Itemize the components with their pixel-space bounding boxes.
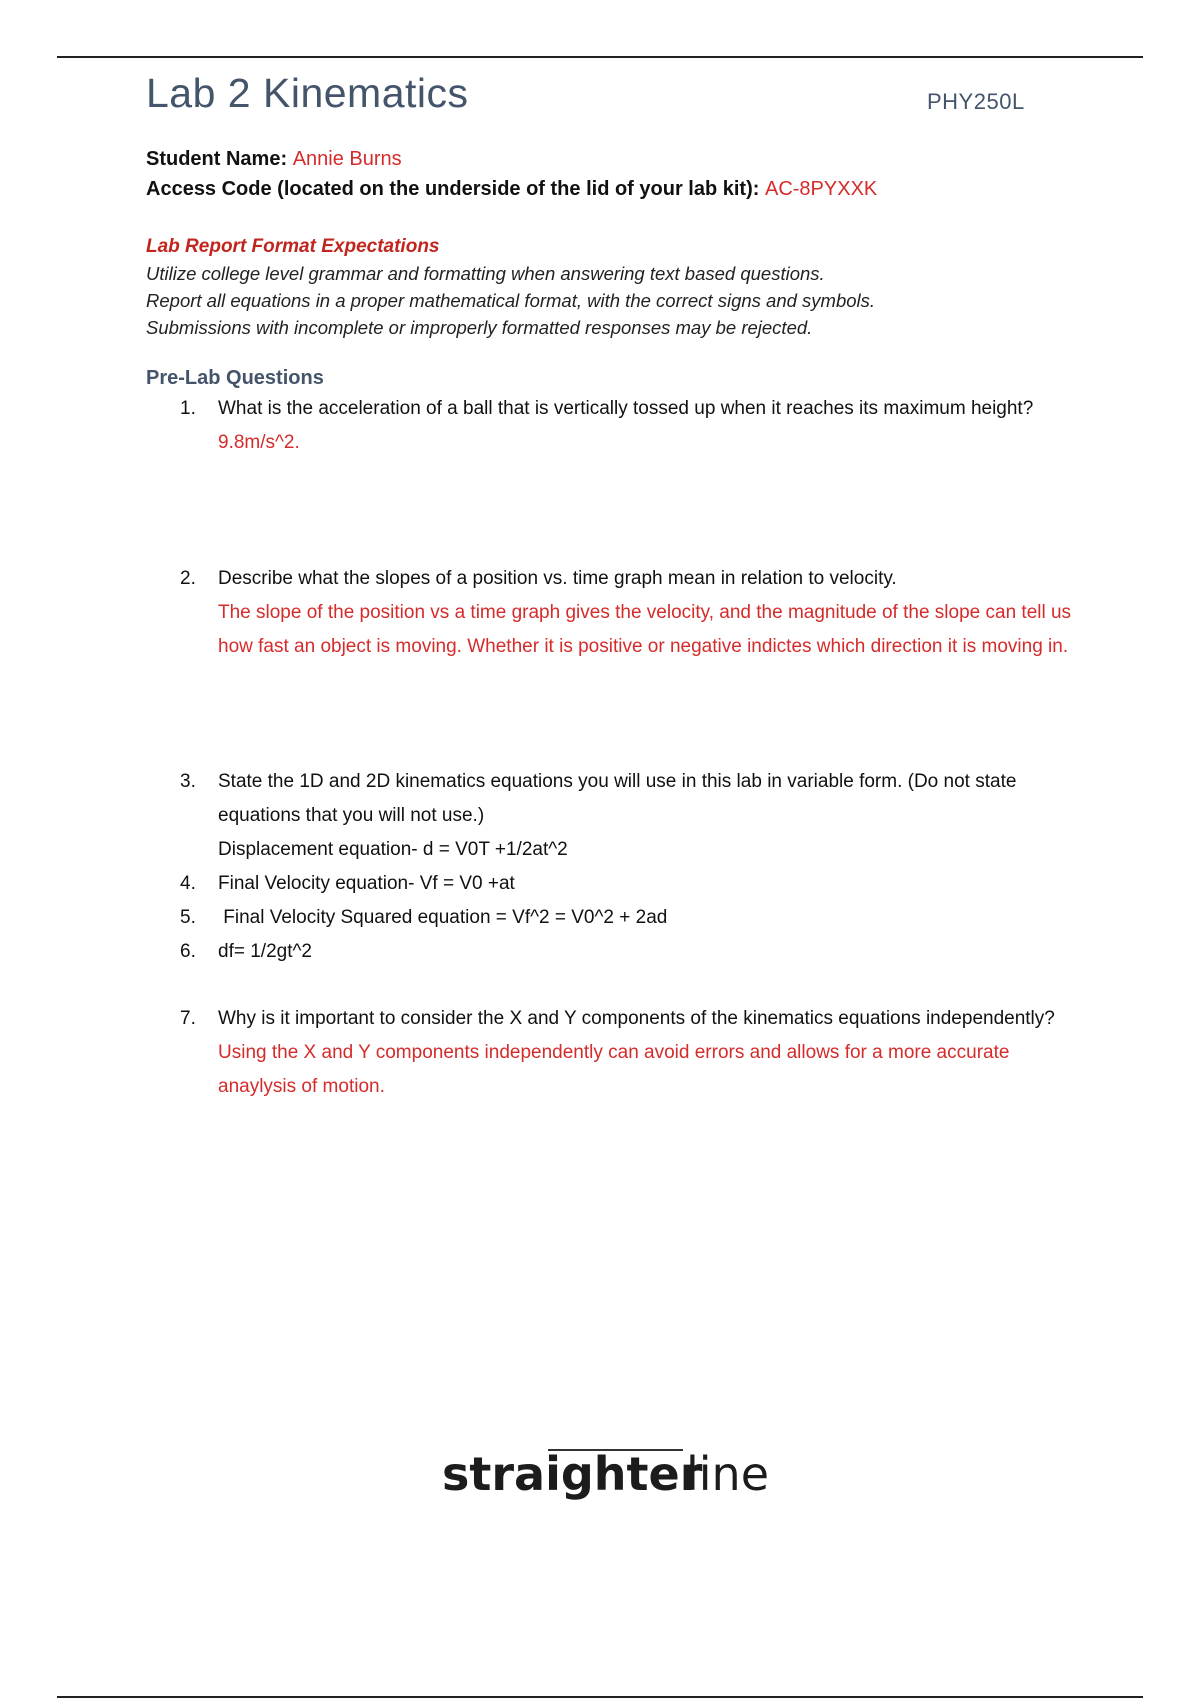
question-number: 2. (180, 568, 196, 589)
question-number: 6. (180, 941, 196, 962)
question-text: State the 1D and 2D kinematics equations you will use in this lab in variable form. (Do not state equations that you will not use.) (218, 771, 1017, 826)
question-text: df= 1/2gt^2 (218, 941, 312, 962)
answer-text: 9.8m/s^2. (218, 432, 300, 453)
top-rule (57, 56, 1143, 58)
access-code-label: Access Code (located on the underside of the lid of your lab kit): (146, 178, 760, 200)
access-code-value: AC-8PYXXK (764, 178, 878, 200)
question-item (180, 901, 1080, 935)
question-text: Describe what the slopes of a position vs. time graph mean in relation to velocity. (218, 568, 897, 589)
question-item (180, 1002, 1080, 1104)
page-title: Lab 2 Kinematics (146, 70, 469, 116)
question-item (180, 765, 1080, 867)
question-item (180, 867, 1080, 901)
expectations-heading: Lab Report Format Expectations (146, 236, 440, 257)
question-item (180, 562, 1080, 664)
question-text: Final Velocity Squared equation = Vf^2 = V0^2 + 2ad (218, 907, 668, 928)
expectations-line: Utilize college level grammar and formatting when answering text based questions. (146, 263, 825, 284)
question-number: 5. (180, 907, 196, 928)
student-name-label: Student Name: (146, 148, 288, 170)
student-name-value: Annie Burns (292, 148, 402, 170)
answer-text: Using the X and Y components independently can avoid errors and allows for a more accurate anaylysis of motion. (218, 1042, 1010, 1097)
logo-text-light: line (686, 1447, 770, 1501)
expectations-line: Report all equations in a proper mathematical format, with the correct signs and symbols. (146, 290, 876, 311)
answer-text: Displacement equation- d = V0T +1/2at^2 (218, 839, 568, 860)
straighterline-logo (440, 1440, 780, 1510)
question-item (180, 392, 1080, 460)
question-number: 3. (180, 771, 196, 792)
question-number: 4. (180, 873, 196, 894)
expectations-line: Submissions with incomplete or improperly formatted responses may be rejected. (146, 317, 813, 338)
question-item (180, 935, 1080, 969)
answer-text: The slope of the position vs a time graph gives the velocity, and the magnitude of the slope can tell us how fast an object is moving. Whether it is positive or negative indictes which direction it is moving in. (218, 602, 1072, 657)
student-name-line (146, 148, 402, 171)
question-number: 1. (180, 398, 196, 419)
question-number: 7. (180, 1008, 196, 1029)
question-text: Final Velocity equation- Vf = V0 +at (218, 873, 515, 894)
access-code-line (146, 178, 877, 201)
format-expectations (146, 233, 875, 341)
course-code: PHY250L (927, 89, 1025, 114)
prelab-title: Pre-Lab Questions (146, 367, 324, 389)
logo-text-bold: straighter (442, 1447, 703, 1501)
question-text: What is the acceleration of a ball that is vertically tossed up when it reaches its maximum height? (218, 398, 1034, 419)
bottom-rule (57, 1696, 1143, 1698)
question-text: Why is it important to consider the X and Y components of the kinematics equations independently? (218, 1008, 1055, 1029)
